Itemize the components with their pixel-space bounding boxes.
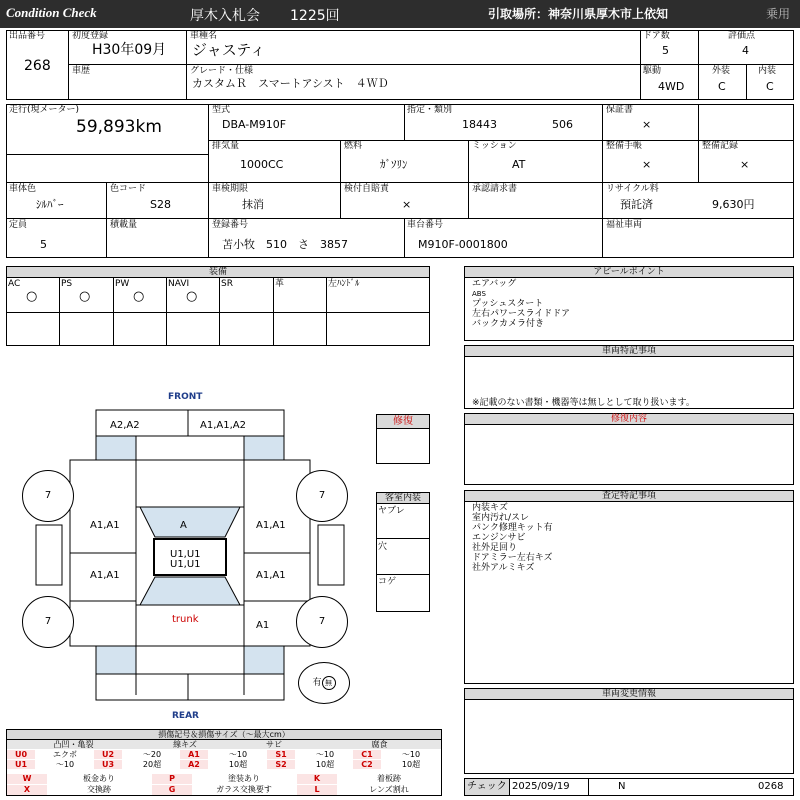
- approval-label: 承認請求書: [472, 184, 518, 194]
- exterior-label: 外装: [712, 66, 731, 76]
- doors: 5: [662, 44, 669, 57]
- model-label: 型式: [212, 105, 231, 115]
- color-code: S28: [150, 198, 171, 211]
- legend-title: 損傷記号＆損傷サイズ（〜最大cm）: [7, 730, 441, 740]
- legend-group: 凸凹・亀裂: [7, 740, 140, 749]
- displacement: 1000CC: [240, 158, 284, 171]
- legend-code: L: [297, 785, 337, 795]
- legend-desc: 〜10: [55, 760, 75, 769]
- spare-tire: 有 無: [298, 662, 350, 704]
- transfer-label: 検付自賠責: [344, 184, 390, 194]
- load-label: 積載量: [110, 220, 138, 230]
- warranty-label: 保証書: [606, 105, 634, 115]
- equipment-mark: ○: [186, 289, 198, 304]
- chassis: M910F-0001800: [418, 238, 508, 251]
- tire-rear-left: 7: [22, 596, 74, 648]
- repair-detail-title: 修復内容: [465, 414, 793, 425]
- interior-label: 内装: [758, 66, 777, 76]
- equipment-label: SR: [221, 279, 233, 289]
- check-number: 0268: [758, 781, 784, 792]
- drive-label: 駆動: [643, 66, 662, 76]
- left-rear-door: A1,A1: [90, 570, 120, 581]
- chassis-label: 車台番号: [407, 220, 444, 230]
- doors-label: ドア数: [643, 31, 670, 41]
- tire-front-left: 7: [22, 470, 74, 522]
- color-label: 車体色: [9, 184, 37, 194]
- equipment-mark: ○: [133, 289, 145, 304]
- check-label: チェック: [467, 781, 507, 792]
- legend-code: S1: [267, 750, 295, 759]
- interior-burn: コゲ: [378, 577, 397, 587]
- car-name: ジャスティ: [192, 41, 266, 59]
- manual: ×: [642, 158, 652, 171]
- special-note: ※記載のない書類・機器等は無しとして取り扱います。: [472, 398, 695, 408]
- score-label: 評価点: [728, 31, 756, 41]
- mission-label: ミッション: [472, 141, 517, 151]
- recycle-status: 預託済: [620, 198, 653, 211]
- legend-desc: 10超: [315, 760, 335, 769]
- check-staff: N: [618, 781, 626, 792]
- recycle-fee: 9,630円: [712, 198, 755, 211]
- equipment-mark: ○: [79, 289, 91, 304]
- legend-desc: 〜10: [228, 750, 248, 759]
- manual-label: 整備手帳: [606, 141, 643, 151]
- history-label: 車歴: [72, 66, 91, 76]
- front-left-bumper: A2,A2: [110, 420, 140, 431]
- legend-code: S2: [267, 760, 295, 769]
- legend-code: P: [152, 774, 192, 784]
- front-label: FRONT: [168, 392, 203, 402]
- pickup-location: 引取場所：神奈川県厚木市上依知: [488, 7, 669, 21]
- lot-number: 268: [24, 58, 51, 74]
- fuel-label: 燃料: [344, 141, 363, 151]
- front-right-bumper: A1,A1,A2: [200, 420, 246, 431]
- assessment-title: 査定特記事項: [465, 491, 793, 502]
- car-name-label: 車種名: [190, 31, 218, 41]
- equipment-box: [6, 266, 430, 346]
- displacement-label: 排気量: [212, 141, 240, 151]
- legend-code: C2: [353, 760, 381, 769]
- score: 4: [742, 44, 749, 57]
- interior-grade: C: [766, 80, 774, 93]
- legend-code: X: [7, 785, 47, 795]
- auction-name: 厚木入札会: [190, 8, 260, 24]
- designation: 18443: [462, 118, 497, 131]
- legend-group: 腐食: [318, 740, 441, 749]
- legend-code: K: [297, 774, 337, 784]
- designation-label: 指定・類別: [407, 105, 453, 115]
- lot-round: 1225回: [290, 8, 340, 24]
- legend-desc: 着板跡: [377, 774, 401, 783]
- equipment-label: NAVI: [168, 279, 190, 289]
- legend-desc: 板金あり: [83, 774, 115, 783]
- mileage-label: 走行(現メーター): [9, 105, 80, 115]
- equipment-title: 装備: [7, 267, 429, 278]
- mission: AT: [512, 158, 526, 171]
- assessment-list: 内装キズ 室内汚れ/スレ パンク修理キット有 エンジンサビ 社外足回り ドアミラー左右キズ 社外アルミキズ: [472, 503, 553, 573]
- grade-label: グレード・仕様: [190, 66, 254, 76]
- color: ｼﾙﾊﾞｰ: [36, 198, 64, 211]
- legend-desc: 塗装あり: [228, 774, 260, 783]
- fuel: ｶﾞｿﾘﾝ: [380, 158, 408, 171]
- legend-code: U3: [94, 760, 122, 769]
- legend-desc: エクボ: [53, 750, 77, 759]
- trunk-label: trunk: [172, 614, 199, 625]
- special-title: 車両特記事項: [465, 346, 793, 357]
- logo: Condition Check: [6, 5, 97, 20]
- change-box: [464, 688, 794, 774]
- appeal-title: アピールポイント: [465, 267, 793, 278]
- change-title: 車両変更情報: [465, 689, 793, 700]
- legend-code: A1: [180, 750, 208, 759]
- legend-code: A2: [180, 760, 208, 769]
- legend-desc: 交換跡: [87, 785, 111, 794]
- model: DBA-M910F: [222, 118, 287, 131]
- rear-label: REAR: [172, 711, 199, 721]
- spare-none-icon: 無: [322, 676, 336, 690]
- interior-hole: 穴: [378, 542, 388, 552]
- legend-code: U0: [7, 750, 35, 759]
- right-rear-door: A1,A1: [256, 570, 286, 581]
- plate-label: 登録番号: [212, 220, 249, 230]
- lot-number-label: 出品番号: [9, 31, 46, 41]
- mileage: 59,893km: [76, 117, 162, 137]
- equipment-label: PW: [115, 279, 130, 289]
- legend-desc: 10超: [401, 760, 421, 769]
- exterior-grade: C: [718, 80, 726, 93]
- left-front-door: A1,A1: [90, 520, 120, 531]
- right-rear-quarter: A1: [256, 620, 270, 631]
- plate: 苫小牧 510 さ 3857: [222, 238, 348, 251]
- legend-desc: レンズ割れ: [369, 785, 409, 794]
- warranty: ×: [642, 118, 652, 131]
- welfare-label: 福祉車両: [606, 220, 643, 230]
- equipment-label: 革: [275, 279, 285, 289]
- appeal-list: エアバッグ ABS プッシュスタート 左右パワースライドドア バックカメラ付き: [472, 279, 571, 329]
- inspection: 抹消: [242, 198, 264, 211]
- legend-desc: 10超: [228, 760, 248, 769]
- check-date: 2025/09/19: [512, 781, 570, 792]
- legend-desc: 20超: [142, 760, 162, 769]
- first-registration-label: 初度登録: [72, 31, 109, 41]
- grade: カスタムＲ スマートアシスト ４ＷＤ: [192, 77, 389, 90]
- equipment-label: AC: [8, 279, 21, 289]
- capacity-label: 定員: [9, 220, 28, 230]
- transfer: ×: [402, 198, 412, 211]
- legend-code: G: [152, 785, 192, 795]
- repair-title: 修復: [377, 415, 429, 429]
- legend-code: U1: [7, 760, 35, 769]
- record: ×: [740, 158, 750, 171]
- tire-front-right: 7: [296, 470, 348, 522]
- first-registration: H30年09月: [92, 42, 167, 58]
- recycle-label: リサイクル料: [606, 184, 659, 194]
- legend-desc: 〜10: [315, 750, 335, 759]
- legend-desc: ガラス交換要す: [216, 785, 272, 794]
- color-code-label: 色コード: [110, 184, 147, 194]
- equipment-label: PS: [61, 279, 73, 289]
- interior-title: 客室内装: [377, 493, 429, 504]
- record-label: 整備記録: [702, 141, 739, 151]
- roof-1: U1,U1: [170, 549, 201, 560]
- hood: A: [180, 520, 187, 531]
- header-bar: [0, 0, 800, 28]
- right-front-door: A1,A1: [256, 520, 286, 531]
- inspection-label: 車検期限: [212, 184, 249, 194]
- drive: 4WD: [658, 80, 685, 93]
- legend-code: U2: [94, 750, 122, 759]
- equipment-label: 左ﾊﾝﾄﾞﾙ: [328, 279, 360, 289]
- legend-code: C1: [353, 750, 381, 759]
- capacity: 5: [40, 238, 47, 251]
- legend-group: 線キズ: [140, 740, 230, 749]
- classification: 506: [552, 118, 573, 131]
- tire-rear-right: 7: [296, 596, 348, 648]
- roof-2: U1,U1: [170, 559, 201, 570]
- legend-desc: 〜20: [142, 750, 162, 759]
- equipment-mark: ○: [26, 289, 38, 304]
- legend-group: サビ: [230, 740, 318, 749]
- category: 乗用: [766, 7, 791, 21]
- legend-code: W: [7, 774, 47, 784]
- interior-tear: ヤブレ: [378, 506, 405, 516]
- legend-desc: 〜10: [401, 750, 421, 759]
